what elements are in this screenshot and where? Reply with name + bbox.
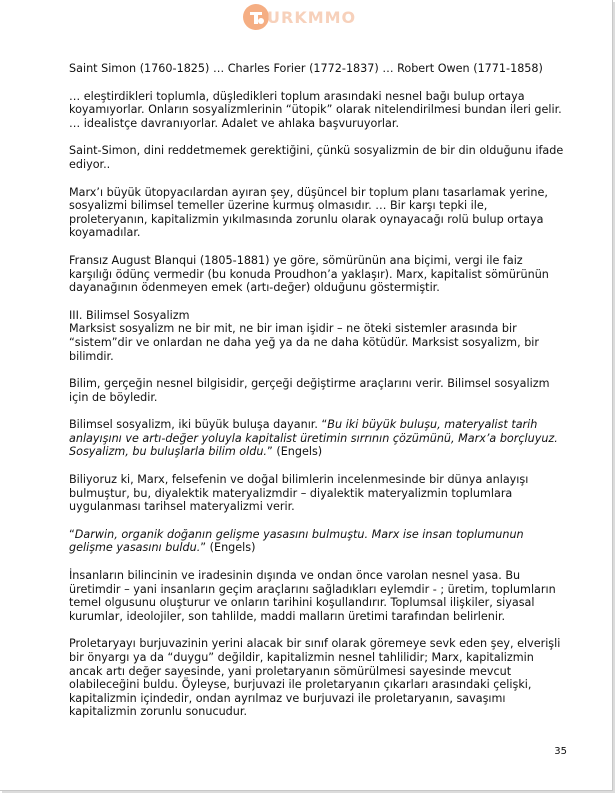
paragraph-marx-difference: Marx’ı büyük ütopyacılardan ayıran şey, düşüncel bir toplum planı tasarlamak yerine, sosyalizmi bilimsel temeller üzerine kurmuş olmasıdır. … Bir karşı tepki ile, proleteryanın, kapitalizmin yıkılmasında zorunlu olarak oynayacağı rolü bulup ortaya koyamadılar. xyxy=(69,185,548,240)
page-number: 35 xyxy=(554,746,567,757)
paragraph-utopian-critique: … eleştirdikleri toplumla, düşledikleri toplum arasındaki nesnel bağı bulup ortaya koyamıyorlar. Onların sosyalizmlerinin “ütopik” olarak nitelendirilmesi bundan ileri gelir. … idealistçe davranıyorlar. Adalet ve ahlaka başvuruyorlar. xyxy=(69,89,562,130)
watermark xyxy=(241,2,356,32)
paragraph-two-discoveries xyxy=(69,418,564,459)
paragraph-marxist-socialism: Marksist sosyalizm ne bir mit, ne bir iman işidir – ne öteki sistemler arasında bir “sistem”dir ve onlardan ne daha yeğ ya da ne daha kötüdür. Marksist sosyalizm, bir bilimdir. xyxy=(69,322,539,363)
quote1-lead: Bilimsel sosyalizm, iki büyük buluşa dayanır. “ xyxy=(69,418,328,432)
paragraph-science: Bilim, gerçeğin nesnel bilgisidir, gerçeği değiştirme araçlarını verir. Bilimsel sosyalizm için de böyledir. xyxy=(69,377,550,404)
paragraph-blanqui: Fransız August Blanqui (1805-1881) ye göre, sömürünün ana biçimi, vergi ile faiz karşılığı ödünç vermedir (bu konuda Proudhon’a yaklaşır). Marx, kapitalist sömürünün dayanağının ödenmeyen emek (artı-değer) olduğunu göstermiştir. xyxy=(69,253,549,295)
paragraph-proletariat: Proletaryayı burjuvazinin yerini alacak bir sınıf olarak göremeye sevk eden şey, elverişli bir önyargı ya da “duygu” değildir, kapitalizmin nesnel tahlilidir; Marx, kapitalizmin ancak artı değer sayesinde, yani proletaryanın sömürülmesi sayesinde mevcut olabileceğini buldu. Öyleyse, burjuvazi ile proletaryanın çıkarları arasındaki çelişki, kapitalizmin içindedir, ondan ayrılmaz ve burjuvazi ile proletaryanın, savaşımı kapitalizmin zorunlu sonucudur. xyxy=(69,637,561,719)
paragraph-objective-law: İnsanların bilincinin ve iradesinin dışında ve ondan önce varolan nesnel yasa. Bu üretimdir – yani insanların geçim araçlarını sağladıkları eylemdir - ; üretim, toplumların temel olgusunu oluşturur ve onların tarihini koşullandırır. Toplumsal ilişkiler, siyasal kurumlar, ideolojiler, son tahlilde, maddi malların üretimi tarafından belirlenir. xyxy=(69,569,556,623)
paragraph-materialism: Biliyoruz ki, Marx, felsefenin ve doğal bilimlerin incelenmesinde bir dünya anlayışı bulmuştur, bu, diyalektik materyalizmdir – diyalektik materyalizmin toplumlara uygulanması tarihsel materyalizmi verir. xyxy=(69,473,529,514)
page-content xyxy=(69,62,564,733)
paragraph-saint-simon: Saint-Simon, dini reddetmemek gerektiğini, çünkü sosyalizmin de bir din olduğunu ifade ediyor.. xyxy=(69,144,564,171)
section-heading: III. Bilimsel Sosyalizm xyxy=(69,308,190,322)
quote2-italic: Darwin, organik doğanın gelişme yasasını bulmuştu. Marx ise insan toplumunun gelişme yasasını buldu. xyxy=(69,527,524,555)
quote1-tail: ” (Engels) xyxy=(266,445,323,459)
quote2-lead: “ xyxy=(69,527,75,541)
quote2-tail: ” (Engels) xyxy=(200,541,256,555)
paragraph-darwin-quote xyxy=(69,528,564,555)
quote1-italic: Bu iki büyük buluşu, materyalist tarih anlayışını ve artı-değer yoluyla kapitalist üretimin sırrının çözümünü, Marx’a borçluyuz. Sosyalizm, bu buluşlarla bilim oldu. xyxy=(69,418,558,459)
watermark-text: URKMMO xyxy=(267,7,357,27)
title-line: Saint Simon (1760-1825) … Charles Forier (1772-1837) … Robert Owen (1771-1858) xyxy=(69,62,543,75)
